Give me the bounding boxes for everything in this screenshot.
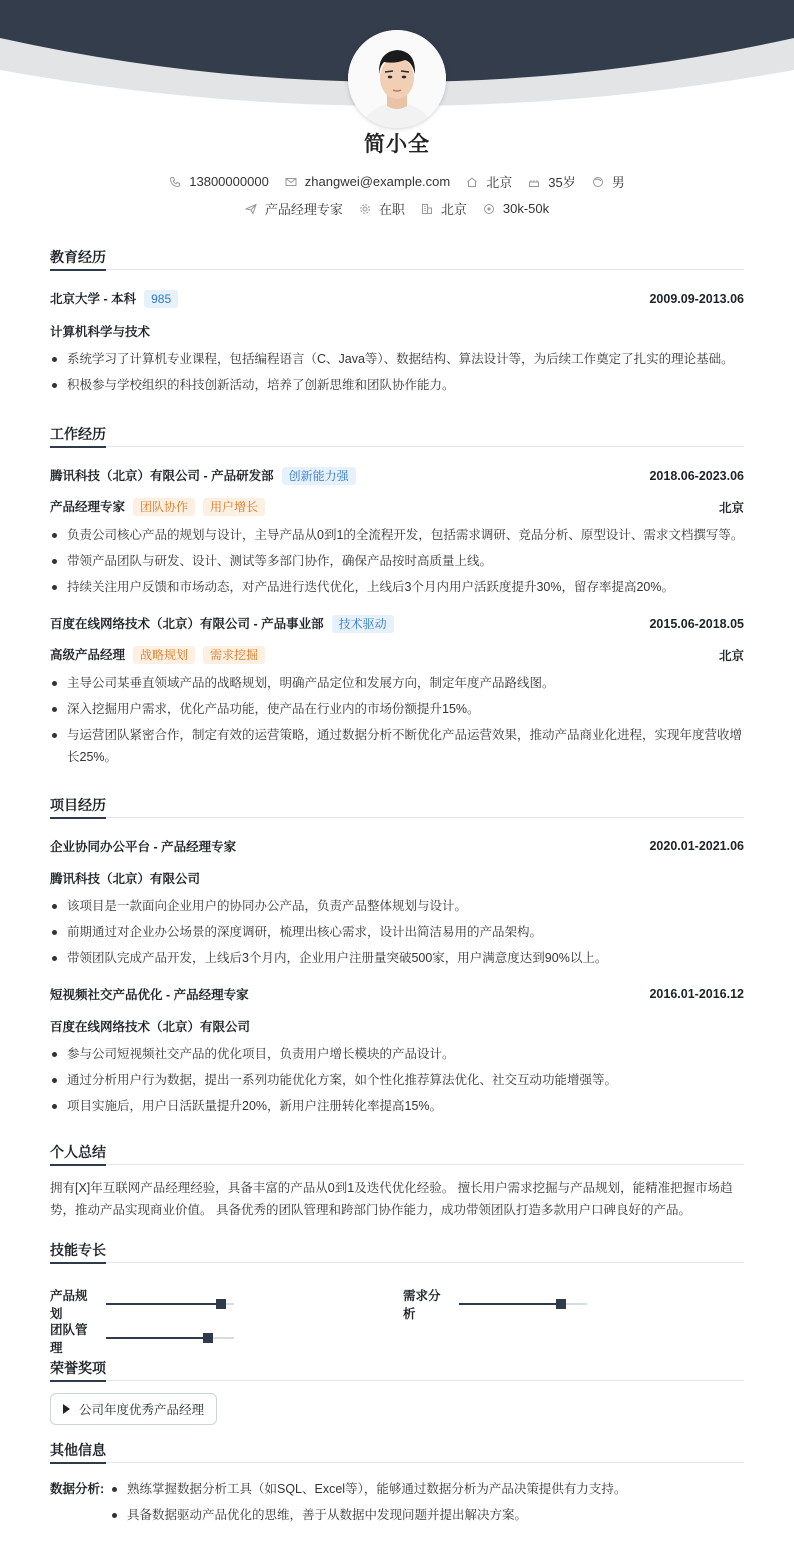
- user-icon: [592, 176, 604, 188]
- salary-item: [483, 201, 549, 216]
- coin-icon: [483, 203, 495, 215]
- work-city-item: [421, 199, 467, 218]
- list-item: 通过分析用户行为数据，提出一系列功能优化方案，如个性化推荐算法优化、社交互动功能增强等。: [50, 1069, 744, 1091]
- phone-number: 13800000000: [189, 174, 269, 189]
- age-item: [528, 172, 575, 191]
- target-position: 产品经理专家: [264, 202, 343, 217]
- skill-requirements-analysis: [403, 1286, 587, 1322]
- company-name: 腾讯科技（北京）有限公司 - 产品研发部: [50, 469, 274, 483]
- mail-icon: [285, 176, 297, 188]
- work-entry-header: [50, 466, 744, 485]
- section-title-skills: 技能专长: [50, 1239, 744, 1263]
- work-entry-header: [50, 614, 744, 633]
- skill-product-planning: [50, 1286, 234, 1322]
- school-name: 北京大学 - 本科: [50, 292, 137, 306]
- other-info-block: [50, 1478, 744, 1526]
- skill-label: 需求分析: [403, 1289, 441, 1321]
- section-title-other: 其他信息: [50, 1439, 744, 1463]
- company-tag: 技术驱动: [332, 615, 394, 633]
- list-item: 积极参与学校组织的科技创新活动，培养了创新思维和团队协作能力。: [50, 374, 744, 396]
- skills-section: [50, 1239, 744, 1357]
- list-item: 持续关注用户反馈和市场动态，对产品进行迭代优化，上线后3个月内用户活跃度提升30%，留存率提高20%。: [50, 576, 744, 598]
- project-date: 2016.01-2016.12: [649, 987, 744, 1001]
- work-city: 北京: [440, 202, 467, 217]
- skill-bar-fill: [106, 1303, 221, 1305]
- education-section: [50, 246, 744, 396]
- email-address: zhangwei@example.com: [304, 174, 451, 189]
- avatar: [348, 30, 446, 128]
- project-bullets: [50, 1043, 744, 1117]
- section-title-projects: 项目经历: [50, 794, 744, 818]
- status-item: [359, 199, 405, 218]
- email-item: [285, 174, 450, 189]
- major: 计算机科学与技术: [50, 325, 151, 339]
- role-tag: 用户增长: [203, 498, 265, 516]
- project-date: 2020.01-2021.06: [649, 839, 744, 853]
- summary-text: 拥有[X]年互联网产品经理经验，具备丰富的产品从0到1及迭代优化经验。 擅长用户需求挖掘与产品规划，能精准把握市场趋势，推动产品实现商业价值。 具备优秀的团队管理和跨部门协作能力，成功带领团队打造多款用户口碑良好的产品。: [50, 1181, 733, 1217]
- list-item: 带领团队完成产品开发，上线后3个月内，企业用户注册量突破500家，用户满意度达到90%以上。: [50, 947, 744, 969]
- projects-section: [50, 794, 744, 1117]
- skill-bar: [106, 1337, 234, 1339]
- project-entry-header: [50, 837, 744, 855]
- awards-section: [50, 1357, 744, 1425]
- skill-bar-fill: [459, 1303, 561, 1305]
- skill-bar-knob: [203, 1333, 213, 1343]
- project-title: 企业协同办公平台 - 产品经理专家: [50, 840, 237, 854]
- cake-icon: [528, 176, 540, 188]
- role-tag: 需求挖掘: [203, 646, 265, 664]
- work-location: 北京: [718, 648, 744, 663]
- work-role-row: [50, 497, 744, 516]
- skill-bar: [459, 1303, 587, 1305]
- work-date: 2018.06-2023.06: [649, 468, 744, 483]
- award-label: 公司年度优秀产品经理: [79, 1403, 205, 1417]
- skill-bar-fill: [106, 1337, 208, 1339]
- other-section: [50, 1439, 744, 1526]
- list-item: 参与公司短视频社交产品的优化项目，负责用户增长模块的产品设计。: [50, 1043, 744, 1065]
- work-date: 2015.06-2018.05: [649, 616, 744, 631]
- role-tag: 团队协作: [133, 498, 195, 516]
- list-item: 主导公司某垂直领域产品的战略规划，明确产品定位和发展方向，制定年度产品路线图。: [50, 672, 744, 694]
- work-section: [50, 423, 744, 768]
- role-title: 高级产品经理: [50, 648, 126, 662]
- gender: 男: [611, 175, 625, 190]
- position-item: [245, 199, 343, 218]
- list-item: 前期通过对企业办公场景的深度调研，梳理出核心需求，设计出简洁易用的产品架构。: [50, 921, 744, 943]
- skill-label: 团队管理: [50, 1323, 88, 1355]
- contact-info-row: [0, 172, 794, 191]
- skill-bar-knob: [216, 1299, 226, 1309]
- project-entry-header: [50, 985, 744, 1003]
- section-title-summary: 个人总结: [50, 1141, 744, 1165]
- skill-bar-knob: [556, 1299, 566, 1309]
- skill-team-management: [50, 1320, 234, 1356]
- section-title-education: 教育经历: [50, 246, 744, 270]
- job-intent-row: [0, 199, 794, 218]
- company-tag: 创新能力强: [282, 467, 356, 485]
- home-icon: [466, 176, 478, 188]
- education-bullets: [50, 348, 744, 396]
- summary-section: [50, 1141, 744, 1221]
- skill-bar: [106, 1303, 234, 1305]
- building-icon: [421, 203, 433, 215]
- job-status: 在职: [378, 202, 405, 217]
- expected-salary: 30k-50k: [502, 201, 550, 216]
- play-icon: [63, 1404, 70, 1414]
- age: 35岁: [548, 175, 576, 190]
- list-item: 深入挖掘用户需求，优化产品功能，使产品在行业内的市场份额提升15%。: [50, 698, 744, 720]
- work-bullets: [50, 672, 744, 768]
- education-entry-header: [50, 289, 744, 308]
- other-info-label: 数据分析:: [50, 1482, 105, 1496]
- send-icon: [245, 203, 257, 215]
- role-title: 产品经理专家: [50, 500, 126, 514]
- list-item: 系统学习了计算机专业课程，包括编程语言（C、Java等）、数据结构、算法设计等，为后续工作奠定了扎实的理论基础。: [50, 348, 744, 370]
- gender-item: [592, 172, 625, 191]
- project-title: 短视频社交产品优化 - 产品经理专家: [50, 988, 249, 1002]
- project-company: 百度在线网络技术（北京）有限公司: [50, 1020, 251, 1034]
- work-bullets: [50, 524, 744, 598]
- phone-item: [169, 174, 269, 189]
- company-name: 百度在线网络技术（北京）有限公司 - 产品事业部: [50, 617, 324, 631]
- list-item: 该项目是一款面向企业用户的协同办公产品，负责产品整体规划与设计。: [50, 895, 744, 917]
- gear-icon: [359, 203, 371, 215]
- school-tag: 985: [144, 290, 178, 308]
- skill-label: 产品规划: [50, 1289, 88, 1321]
- candidate-name: 简小全: [364, 133, 430, 156]
- role-tag: 战略规划: [133, 646, 195, 664]
- award-item[interactable]: [50, 1393, 217, 1425]
- other-info-bullets: [110, 1478, 744, 1526]
- section-title-awards: 荣誉奖项: [50, 1357, 744, 1381]
- list-item: 与运营团队紧密合作，制定有效的运营策略，通过数据分析不断优化产品运营效果，推动产品商业化进程，实现年度营收增长25%。: [50, 724, 744, 768]
- list-item: 具备数据驱动产品优化的思维，善于从数据中发现问题并提出解决方案。: [110, 1504, 744, 1526]
- resume-body: [50, 246, 744, 1526]
- list-item: 负责公司核心产品的规划与设计，主导产品从0到1的全流程开发，包括需求调研、竞品分析、原型设计、需求文档撰写等。: [50, 524, 744, 546]
- list-item: 带领产品团队与研发、设计、测试等多部门协作，确保产品按时高质量上线。: [50, 550, 744, 572]
- city-item: [466, 172, 512, 191]
- work-role-row: [50, 645, 744, 664]
- list-item: 熟练掌握数据分析工具（如SQL、Excel等），能够通过数据分析为产品决策提供有力支持。: [110, 1478, 744, 1500]
- phone-icon: [169, 176, 181, 188]
- project-company: 腾讯科技（北京）有限公司: [50, 872, 201, 886]
- project-bullets: [50, 895, 744, 969]
- work-location: 北京: [718, 500, 744, 515]
- section-title-work: 工作经历: [50, 423, 744, 447]
- city: 北京: [486, 175, 513, 190]
- education-date: 2009.09-2013.06: [649, 291, 744, 306]
- list-item: 项目实施后，用户日活跃量提升20%，新用户注册转化率提高15%。: [50, 1095, 744, 1117]
